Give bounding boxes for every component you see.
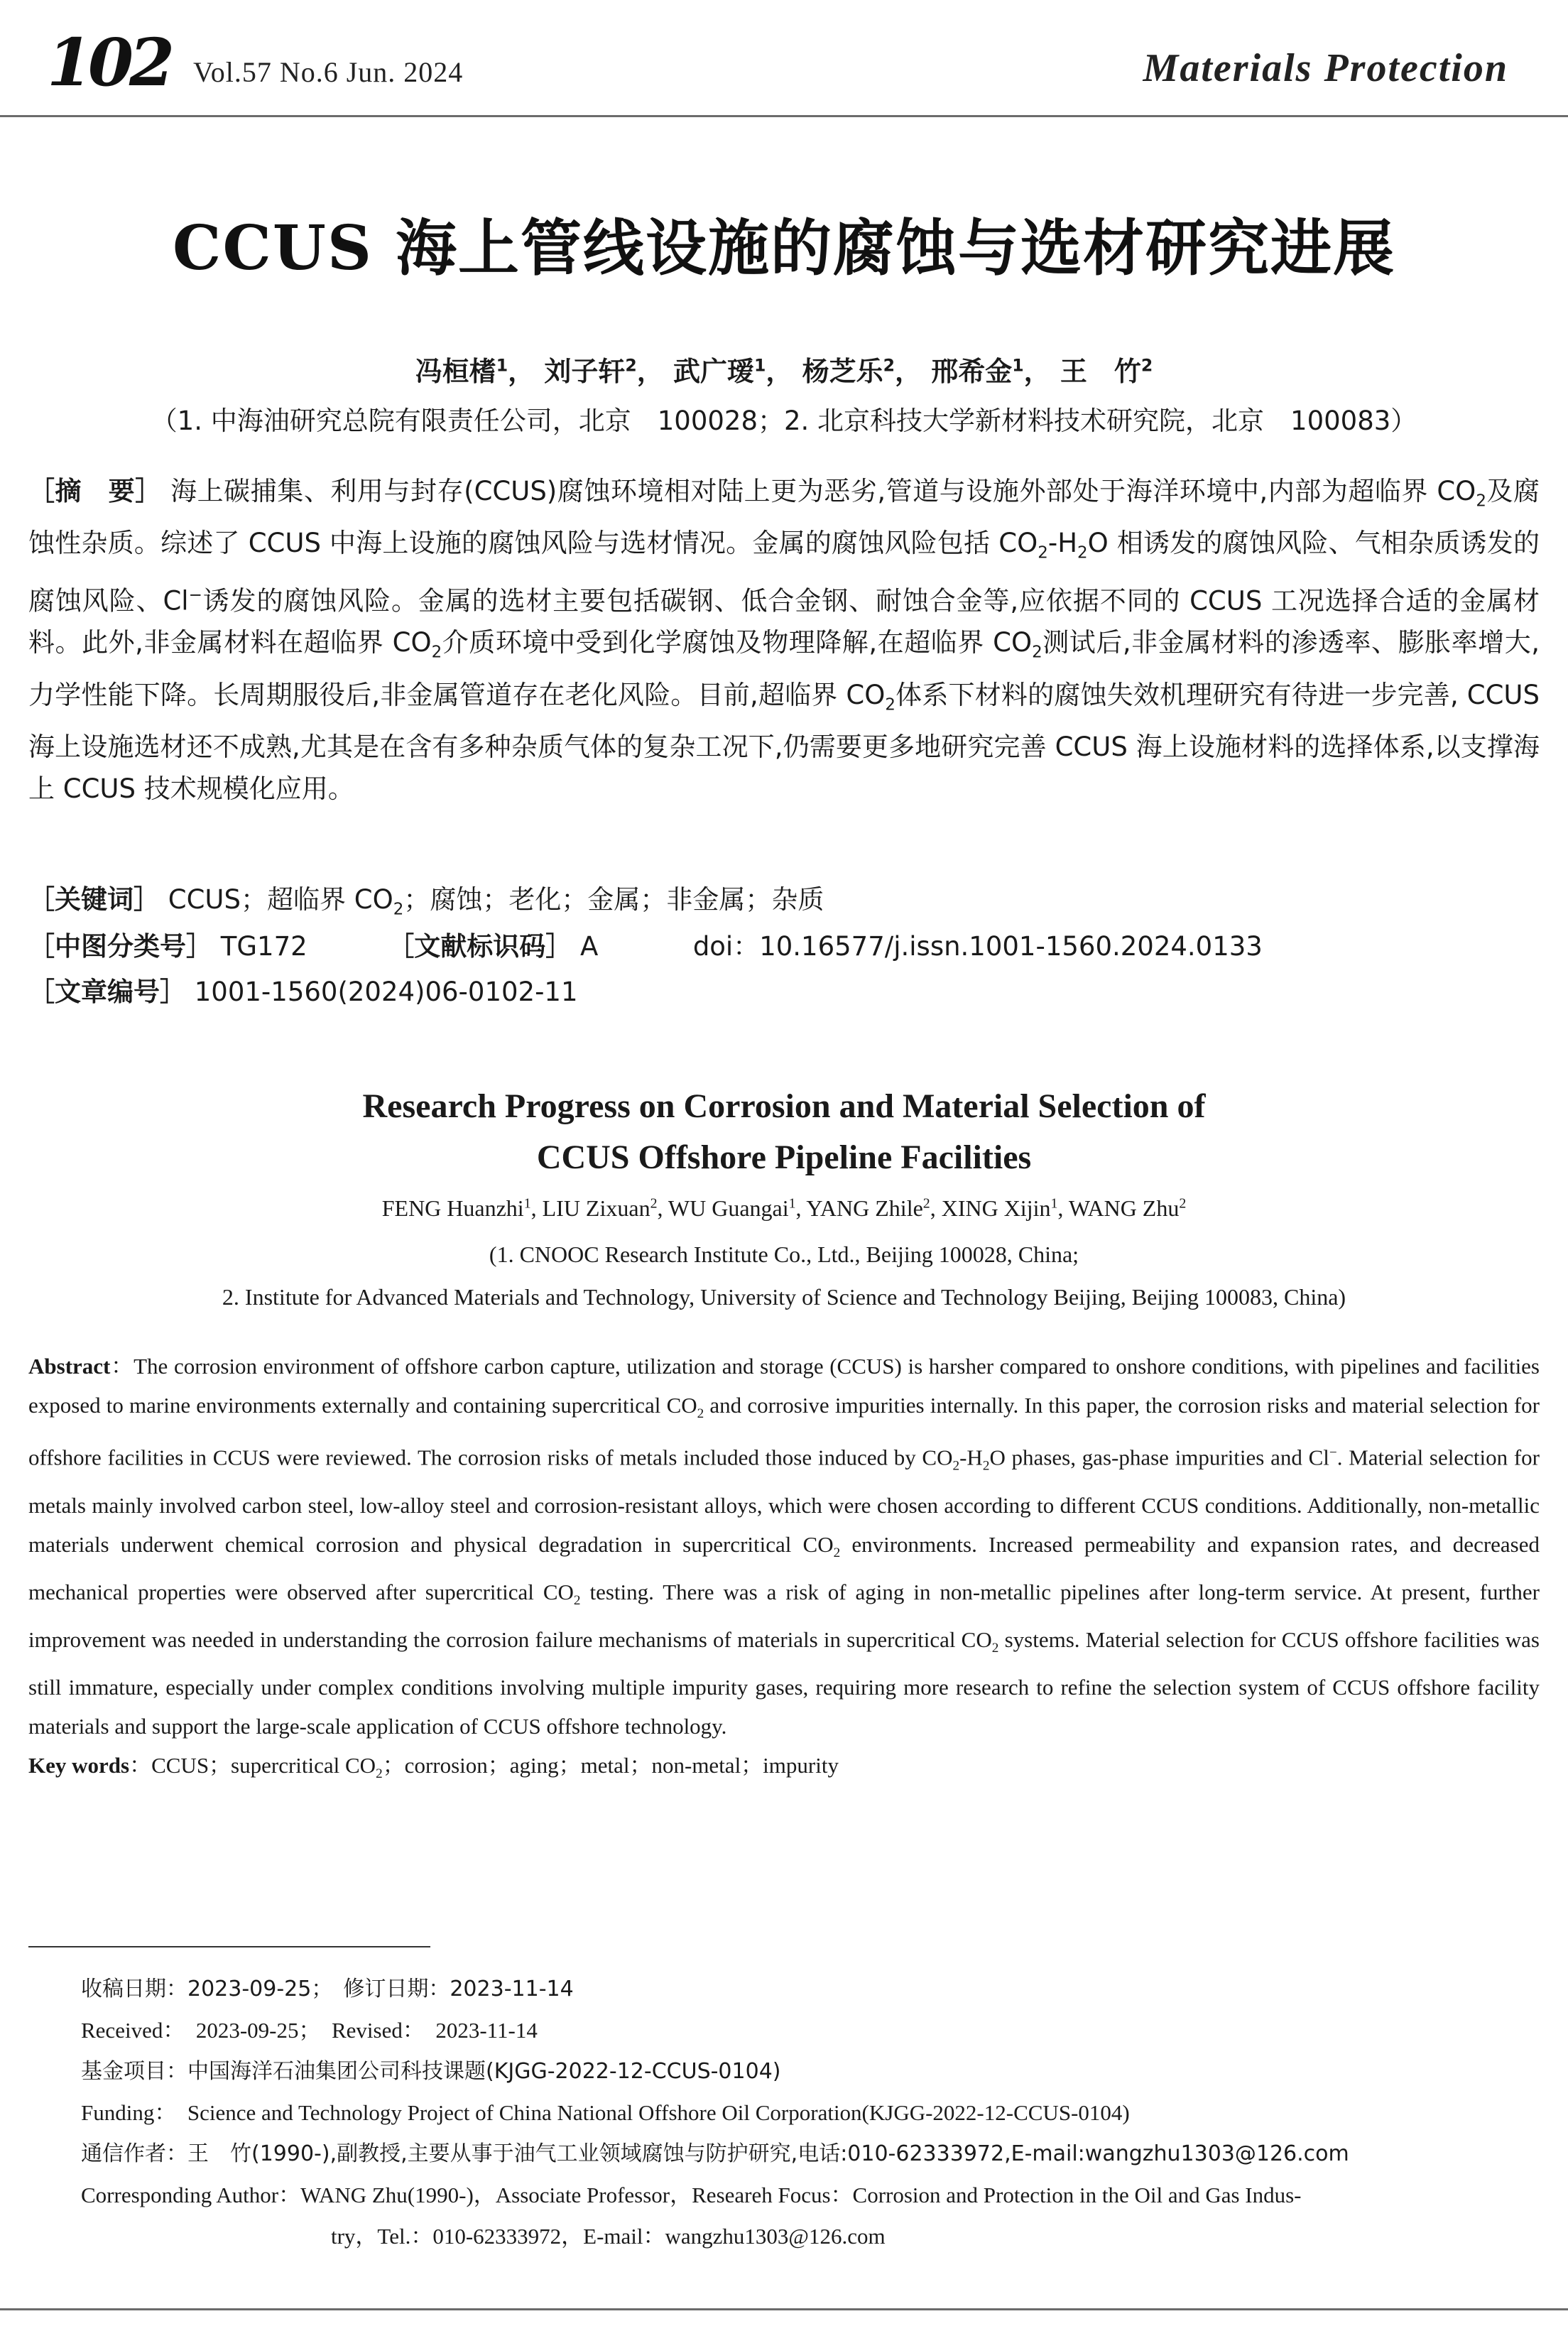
subscript: 2 (1476, 491, 1486, 511)
author-name: WU Guangai (668, 1195, 789, 1221)
keywords-text: ；corrosion；aging；metal；non-metal；impurity (382, 1753, 839, 1778)
abstract-text: 海上碳捕集、利用与封存(CCUS)腐蚀环境相对陆上更为恶劣,管道与设施外部处于海洋环境中,内部为超临界 CO (170, 476, 1476, 506)
abstract-text: . Material selection for metals mainly involved carbon steel, low-alloy steel and corrosion-resistant alloys, which were chosen according to different CCUS conditions. Additionally, non-metallic materials underwent chemical corrosion and physical degradation in supercritical CO (28, 1445, 1540, 1557)
author-list-en: FENG Huanzhi$^1$, LIU Zixuan$^2$, WU Guangai$^1$, YANG Zhile$^2$, XING Xijin$^1$, WANG Zhu$^2$ (381, 1195, 1187, 1221)
abstract-text: -H (1047, 528, 1078, 559)
author-affiliation-mark: 1 (788, 1195, 796, 1212)
abstract-text: systems. Material selection for CCUS offshore facilities was still immature, especially under complex conditions involving multiple impurity gases, requiring more research to refine the selection system of CCUS offshore facility materials and support the large-scale application of CCUS offshore technology. (28, 1627, 1540, 1739)
subscript: 2 (1077, 543, 1088, 563)
superscript: − (188, 585, 202, 604)
abstract-text: testing. There was a risk of aging in non-metallic pipelines after long-term service. At present, further improvement was needed in understanding the corrosion failure mechanisms of materials in supercritical CO (28, 1579, 1540, 1653)
abstract-en (28, 1347, 1540, 1793)
subscript: 2 (1032, 643, 1042, 662)
author-affiliation-mark: 1 (1012, 355, 1024, 376)
keywords-label-en: Key words (28, 1753, 130, 1778)
abstract-text: -H (959, 1445, 983, 1470)
subscript: 2 (393, 900, 404, 919)
author-name: LIU Zixuan (542, 1195, 650, 1221)
abstract-text: 诱发的腐蚀风险。金属的选材主要包括碳钢、低合金钢、耐蚀合金等,应依据不同的 CCUS 工况选择合适的金属材料。此外,非金属材料在超临界 CO (28, 585, 1540, 658)
subscript: 2 (991, 1641, 999, 1656)
footnote-received-en: Received： 2023-09-25； Revised： 2023-11-14 (81, 2018, 538, 2043)
subscript: 2 (1038, 543, 1048, 563)
abstract-text: 及腐蚀性杂质。综述了 CCUS 中海上设施的腐蚀风险与选材情况。金属的腐蚀风险包括 CO (28, 476, 1540, 559)
author-affiliation-mark: 1 (523, 1195, 531, 1212)
subscript: 2 (952, 1458, 960, 1474)
author-affiliation-mark: 2 (922, 1195, 930, 1212)
abstract-text: and corrosive impurities internally. In this paper, the corrosion risks and material selection for offshore facilities in CCUS were reviewed. The corrosion risks of metals included those induced by CO (28, 1393, 1540, 1470)
article-number-value: 1001-1560(2024)06-0102-11 (194, 977, 578, 1007)
author-name: 刘子轩 (544, 356, 626, 387)
footnote-divider (28, 1946, 430, 1947)
abstract-text: 测试后,非金属材料的渗透率、膨胀率增大,力学性能下降。长周期服役后,非金属管道存在老化风险。目前,超临界 CO (28, 627, 1540, 710)
superscript: − (1329, 1445, 1337, 1461)
author-affiliation-mark: 2 (1140, 355, 1153, 376)
classification-line (28, 925, 1263, 963)
author-name: 王 竹 (1060, 356, 1141, 387)
article-number-line (28, 970, 578, 1009)
abstract-cn (28, 470, 1540, 810)
abstract-text: O 相诱发的腐蚀风险、气相杂质诱发的腐蚀风险、Cl (28, 528, 1540, 616)
doi: doi：10.16577/j.issn.1001-1560.2024.0133 (692, 931, 1263, 962)
page-number: 102 (47, 24, 171, 101)
subscript: 2 (885, 695, 895, 714)
affiliation-cn: （1. 中海油研究总院有限责任公司，北京 100028；2. 北京科技大学新材料技术研究院，北京 100083） (151, 406, 1417, 436)
article-title-cn: CCUS 海上管线设施的腐蚀与选材研究进展 (173, 212, 1395, 284)
author-affiliation-mark: 2 (625, 355, 637, 376)
footnote-funding-en: Funding： Science and Technology Project of China National Offshore Oil Corporation(KJGG-2022-12-CCUS-0104) (81, 2100, 1130, 2125)
keywords-text: ；腐蚀；老化；金属；非金属；杂质 (403, 884, 824, 915)
author-name: WANG Zhu (1068, 1195, 1180, 1221)
abstract-text: environments. Increased permeability and expansion rates, and decreased mechanical properties were observed after supercritical CO (28, 1531, 1540, 1604)
author-affiliation-mark: 1 (1050, 1195, 1058, 1212)
doc-code-label: ［文献标识码］ (388, 931, 572, 962)
footnote-corresponding-en: Corresponding Author：WANG Zhu(1990-)，Associate Professor，Researeh Focus：Corrosion and Protection in the Oil and Gas Indus- (81, 2183, 1302, 2207)
abstract-label-en: Abstract (28, 1354, 111, 1379)
author-name: FENG Huanzhi (381, 1195, 524, 1221)
clc-label: ［中图分类号］ (28, 931, 212, 962)
subscript: 2 (431, 643, 442, 662)
header-divider (0, 115, 1568, 117)
author-list-cn: 冯桓榰$^1$， 刘子轩$^2$， 武广瑷$^1$， 杨芝乐$^2$， 邢希金$^1$， 王 竹$^2$ (415, 355, 1153, 387)
author-name: YANG Zhile (806, 1195, 923, 1221)
author-affiliation-mark: 1 (496, 355, 508, 376)
footer-divider (0, 2308, 1568, 2310)
footnote-received-cn: 收稿日期：2023-09-25； 修订日期：2023-11-14 (81, 1977, 574, 2001)
affiliation-en-line1: (1. CNOOC Research Institute Co., Ltd., Beijing 100028, China; (489, 1241, 1079, 1267)
abstract-text: O phases, gas-phase impurities and Cl (989, 1445, 1329, 1470)
keywords-cn (28, 878, 824, 918)
author-name: 冯桓榰 (415, 356, 496, 387)
keywords-label-cn: ［关键词］ (28, 884, 160, 915)
doc-code-value: A (579, 931, 599, 962)
abstract-text: 介质环境中受到化学腐蚀及物理降解,在超临界 CO (442, 627, 1033, 658)
footnote-corresponding-cn: 通信作者：王 竹(1990-),副教授,主要从事于油气工业领域腐蚀与防护研究,电话:010-62333972,E-mail:wangzhu1303@126.com (81, 2141, 1349, 2166)
abstract-text: 体系下材料的腐蚀失效机理研究有待进一步完善, CCUS 海上设施选材还不成熟,尤其是在含有多种杂质气体的复杂工况下,仍需要更多地研究完善 CCUS 海上设施材料的选择体系,以支撑海上 CCUS 技术规模化应用。 (28, 679, 1540, 804)
footnote-funding-cn: 基金项目：中国海洋石油集团公司科技课题(KJGG-2022-12-CCUS-0104) (81, 2059, 781, 2084)
article-title-en-line2: CCUS Offshore Pipeline Facilities (536, 1139, 1032, 1176)
affiliation-en-line2: 2. Institute for Advanced Materials and Technology, University of Science and Technology Beijing, Beijing 100083, China) (222, 1284, 1346, 1310)
author-name: 邢希金 (931, 356, 1013, 387)
author-affiliation-mark: 1 (753, 355, 766, 376)
subscript: 2 (982, 1458, 990, 1474)
subscript: 2 (833, 1545, 841, 1560)
clc-value: TG172 (220, 931, 307, 962)
subscript: 2 (697, 1406, 704, 1422)
abstract-label-cn: ［摘 要］ (28, 476, 162, 506)
abstract-text: ：The corrosion environment of offshore carbon capture, utilization and storage (CCUS) is harsher compared to onshore conditions, with pipelines and facilities exposed to marine environments externally and containing supercritical CO (28, 1354, 1540, 1418)
article-number-label: ［文章编号］ (28, 977, 186, 1007)
keywords-text: ：CCUS；supercritical CO (129, 1753, 376, 1778)
author-affiliation-mark: 2 (650, 1195, 658, 1212)
journal-name: Materials Protection (1143, 46, 1508, 90)
footnote-corresponding-en-cont: try，Tel.：010-62333972，E-mail：wangzhu1303@126.com (331, 2224, 886, 2249)
subscript: 2 (376, 1766, 383, 1782)
author-affiliation-mark: 2 (1179, 1195, 1187, 1212)
article-title-en-line1: Research Progress on Corrosion and Material Selection of (362, 1087, 1206, 1125)
subscript: 2 (573, 1593, 581, 1609)
author-name: 武广瑷 (673, 356, 754, 387)
volume-info: Vol.57 No.6 Jun. 2024 (193, 56, 464, 88)
author-name: XING Xijin (941, 1195, 1051, 1221)
keywords-text: CCUS；超临界 CO (168, 884, 393, 915)
author-affiliation-mark: 2 (883, 355, 895, 376)
author-name: 杨芝乐 (802, 356, 883, 387)
